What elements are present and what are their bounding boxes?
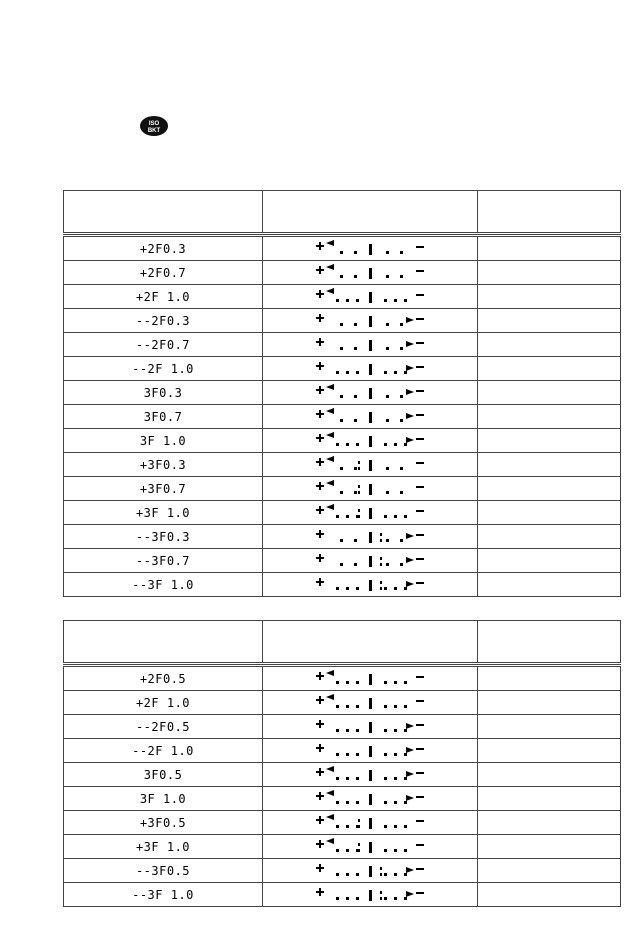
exposure-indicator-icon	[263, 285, 478, 309]
table-row	[64, 667, 621, 691]
table-header-row	[64, 191, 621, 234]
header-cell-indicator	[263, 191, 478, 234]
lcd-display-value: 3F0.3	[64, 381, 263, 405]
table-row	[64, 333, 621, 357]
exposure-indicator-icon	[263, 309, 478, 333]
blank-cell	[478, 739, 621, 763]
lcd-display-value: --3F0.3	[64, 525, 263, 549]
table-row	[64, 691, 621, 715]
blank-cell	[478, 357, 621, 381]
header-cell-blank	[478, 621, 621, 664]
table-row	[64, 573, 621, 597]
lcd-display-value: --2F0.3	[64, 309, 263, 333]
blank-cell	[478, 285, 621, 309]
blank-cell	[478, 525, 621, 549]
table-row	[64, 261, 621, 285]
blank-cell	[478, 429, 621, 453]
lcd-display-value: --2F0.7	[64, 333, 263, 357]
lcd-display-value: --2F 1.0	[64, 739, 263, 763]
table-row	[64, 883, 621, 907]
table-row	[64, 549, 621, 573]
table-row	[64, 811, 621, 835]
table-row	[64, 859, 621, 883]
exposure-indicator-icon	[263, 811, 478, 835]
exposure-indicator-icon	[263, 477, 478, 501]
lcd-display-value: +3F0.5	[64, 811, 263, 835]
table-row	[64, 525, 621, 549]
blank-cell	[478, 261, 621, 285]
blank-cell	[478, 573, 621, 597]
exposure-indicator-icon	[263, 667, 478, 691]
table-row	[64, 715, 621, 739]
blank-cell	[478, 835, 621, 859]
table-row	[64, 763, 621, 787]
bkt-button-icon	[139, 115, 169, 137]
lcd-display-value: --2F 1.0	[64, 357, 263, 381]
exposure-indicator-icon	[263, 549, 478, 573]
exposure-indicator-icon	[263, 429, 478, 453]
exposure-indicator-icon	[263, 237, 478, 261]
exposure-indicator-icon	[263, 691, 478, 715]
header-cell-display	[64, 191, 263, 234]
blank-cell	[478, 477, 621, 501]
header-cell-indicator	[263, 621, 478, 664]
exposure-indicator-icon	[263, 787, 478, 811]
exposure-indicator-icon	[263, 381, 478, 405]
lcd-display-value: --3F 1.0	[64, 573, 263, 597]
lcd-display-value: +2F0.3	[64, 237, 263, 261]
lcd-display-value: 3F 1.0	[64, 787, 263, 811]
table-row	[64, 453, 621, 477]
blank-cell	[478, 691, 621, 715]
blank-cell	[478, 787, 621, 811]
blank-cell	[478, 453, 621, 477]
lcd-display-value: +2F0.7	[64, 261, 263, 285]
lcd-display-value: +2F 1.0	[64, 285, 263, 309]
blank-cell	[478, 237, 621, 261]
table-header-row	[64, 621, 621, 664]
table-row	[64, 381, 621, 405]
exposure-indicator-icon	[263, 859, 478, 883]
exposure-indicator-icon	[263, 453, 478, 477]
blank-cell	[478, 763, 621, 787]
blank-cell	[478, 667, 621, 691]
blank-cell	[478, 859, 621, 883]
blank-cell	[478, 309, 621, 333]
blank-cell	[478, 405, 621, 429]
exposure-indicator-icon	[263, 357, 478, 381]
bkt-icon-label-iso: ISO	[148, 121, 160, 127]
lcd-display-value: +2F0.5	[64, 667, 263, 691]
exposure-indicator-icon	[263, 525, 478, 549]
lcd-display-value: 3F 1.0	[64, 429, 263, 453]
lcd-display-value: 3F0.5	[64, 763, 263, 787]
lcd-display-value: +2F 1.0	[64, 691, 263, 715]
blank-cell	[478, 883, 621, 907]
blank-cell	[478, 715, 621, 739]
table-row	[64, 357, 621, 381]
exposure-indicator-icon	[263, 715, 478, 739]
exposure-indicator-icon	[263, 573, 478, 597]
exposure-indicator-icon	[263, 333, 478, 357]
lcd-display-value: +3F 1.0	[64, 835, 263, 859]
lcd-display-value: 3F0.7	[64, 405, 263, 429]
exposure-indicator-icon	[263, 835, 478, 859]
table-row	[64, 405, 621, 429]
table-row	[64, 285, 621, 309]
exposure-indicator-icon	[263, 501, 478, 525]
table-row	[64, 237, 621, 261]
table-row	[64, 429, 621, 453]
lcd-display-value: --3F 1.0	[64, 883, 263, 907]
exposure-indicator-icon	[263, 261, 478, 285]
table-row	[64, 739, 621, 763]
lcd-display-value: --3F0.7	[64, 549, 263, 573]
table-row	[64, 309, 621, 333]
table-row	[64, 477, 621, 501]
table-row	[64, 787, 621, 811]
blank-cell	[478, 381, 621, 405]
exposure-indicator-icon	[263, 883, 478, 907]
bkt-icon-label-bkt: BKT	[147, 128, 161, 134]
lcd-display-value: +3F0.7	[64, 477, 263, 501]
table-body	[64, 664, 621, 907]
header-cell-display	[64, 621, 263, 664]
blank-cell	[478, 549, 621, 573]
header-cell-blank	[478, 191, 621, 234]
lcd-display-value: --2F0.5	[64, 715, 263, 739]
blank-cell	[478, 811, 621, 835]
bracketing-table-1	[63, 190, 621, 597]
lcd-display-value: --3F0.5	[64, 859, 263, 883]
table-body	[64, 234, 621, 597]
blank-cell	[478, 333, 621, 357]
exposure-indicator-icon	[263, 405, 478, 429]
lcd-display-value: +3F 1.0	[64, 501, 263, 525]
table-row	[64, 501, 621, 525]
table-row	[64, 835, 621, 859]
exposure-indicator-icon	[263, 763, 478, 787]
exposure-indicator-icon	[263, 739, 478, 763]
blank-cell	[478, 501, 621, 525]
bracketing-table-2	[63, 620, 621, 907]
lcd-display-value: +3F0.3	[64, 453, 263, 477]
